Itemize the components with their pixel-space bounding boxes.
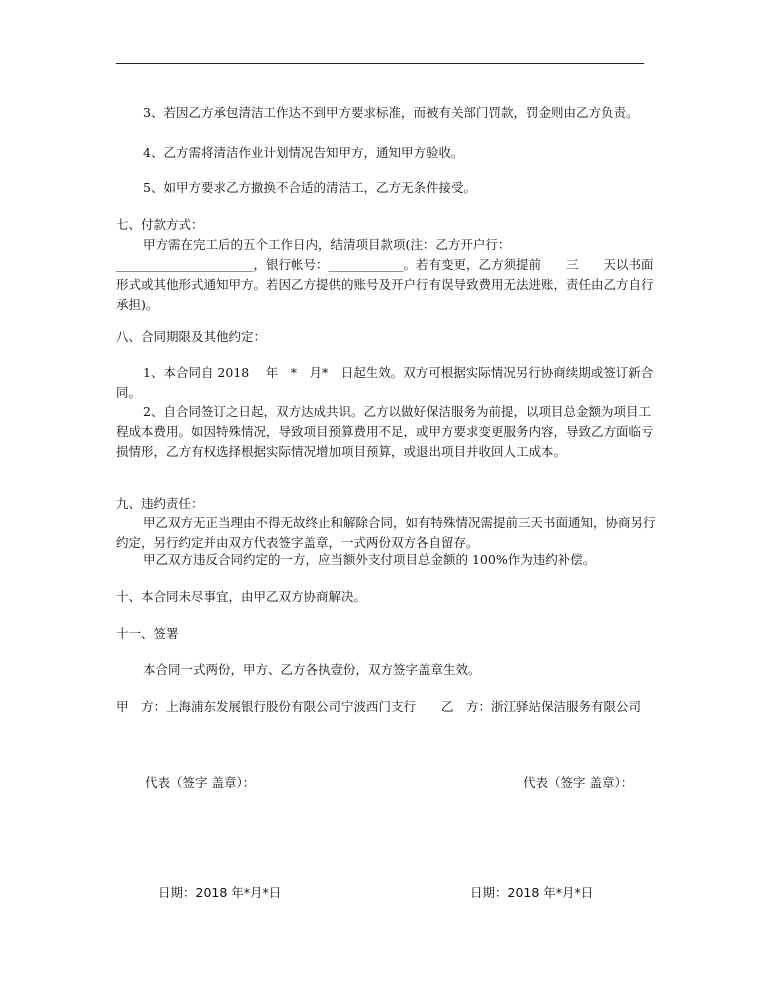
section8-item2: 2、自合同签订之日起，双方达成共识。乙方以做好保洁服务为前提，以项目总金额为项目工程成本费用。如因特殊情况，导致项目预算费用不足，或甲方要求变更服务内容，导致乙方面临亏损情形，乙方有权选择根据实际情况增加项目预算，或退出项目并收回人工成本。	[116, 404, 654, 459]
representative-left: 代表（签字 盖章）：	[145, 775, 256, 790]
section7-body-line2: ______________________，银行帐号：____________。若有变更，乙方须提前 三 天以书面形式或其他形式通知甲方。若因乙方提供的账号及开户行有误导致费用无法进账，责任由乙方自行承担)。	[116, 257, 654, 312]
date-right: 日期：2018 年*月*日	[470, 885, 594, 900]
representative-right: 代表（签字 盖章）：	[523, 775, 634, 790]
section11-title: 十一、签署	[116, 626, 179, 641]
section9-title: 九、违约责任：	[116, 496, 204, 511]
section8-title: 八、合同期限及其他约定：	[116, 329, 267, 344]
section9-body1: 甲乙双方无正当理由不得无故终止和解除合同，如有特殊情况需提前三天书面通知，协商另行约定，另行约定并由双方代表签字盖章，一式两份双方各自留存。	[116, 515, 656, 550]
date-left: 日期：2018 年*月*日	[158, 885, 282, 900]
header-rule	[116, 63, 644, 64]
section8-item1: 1、本合同自 2018 年 * 月* 日起生效。双方可根据实际情况另行协商续期或签订新合同。	[116, 365, 654, 400]
section7-title: 七、付款方式：	[116, 217, 204, 232]
parties-line: 甲 方：上海浦东发展银行股份有限公司宁波西门支行 乙 方：浙江驿站保洁服务有限公司	[116, 699, 642, 714]
section10: 十、本合同未尽事宜，由甲乙双方协商解决。	[116, 589, 367, 604]
section6-item4: 4、乙方需将清洁作业计划情况告知甲方，通知甲方验收。	[143, 145, 464, 160]
section11-body: 本合同一式两份，甲方、乙方各执壹份，双方签字盖章生效。	[143, 662, 481, 677]
section9-body2: 甲乙双方违反合同约定的一方，应当额外支付项目总金额的 100%作为违约补偿。	[143, 552, 596, 567]
section7-body-line1: 甲方需在完工后的五个工作日内，结清项目款项(注：乙方开户行：	[143, 237, 511, 252]
section6-item5: 5、如甲方要求乙方撤换不合适的清洁工，乙方无条件接受。	[143, 180, 476, 195]
section6-item3: 3、若因乙方承包清洁工作达不到甲方要求标准，而被有关部门罚款，罚金则由乙方负责。	[143, 105, 639, 120]
